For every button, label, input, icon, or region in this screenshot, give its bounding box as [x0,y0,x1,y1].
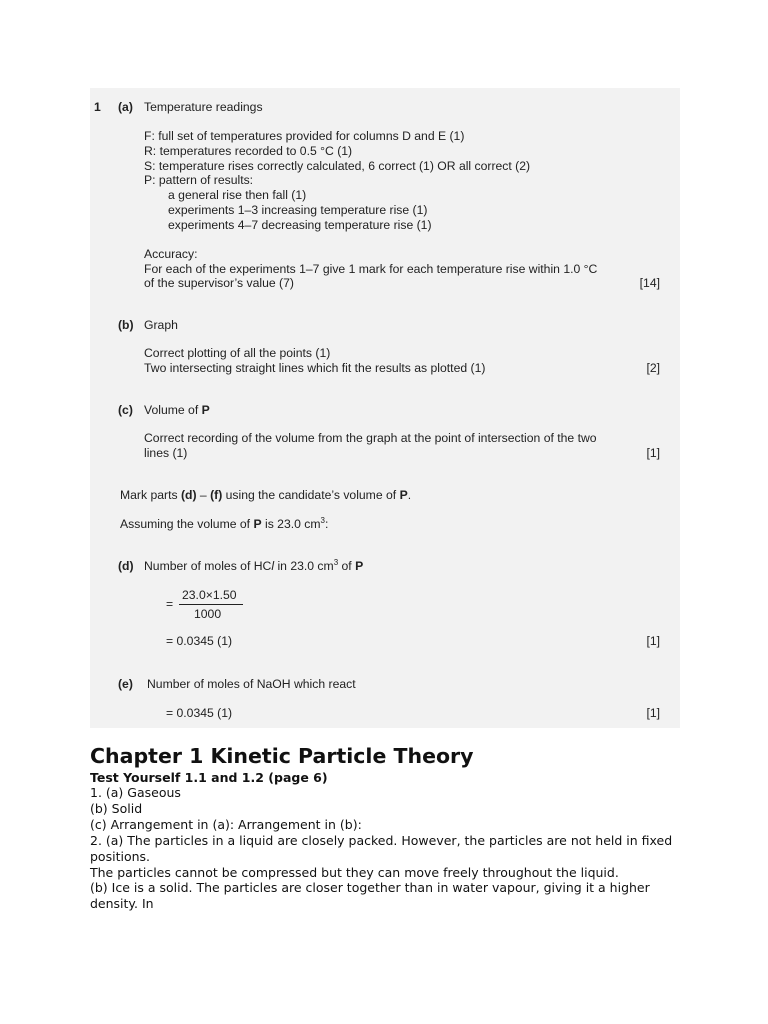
accuracy-title: Accuracy: [144,247,198,261]
body-line: density. In [90,896,154,912]
part-b-line: Two intersecting straight lines which fit the results as plotted (1) [144,361,486,375]
accuracy-line: For each of the experiments 1–7 give 1 mark for each temperature rise within 1.0 °C [144,262,598,276]
part-c-mark: [1] [646,446,660,460]
part-d-label: (d) [118,559,134,573]
part-e-title: Number of moles of NaOH which react [147,677,356,691]
fraction-denominator: 1000 [194,607,222,621]
part-a-title: Temperature readings [144,100,263,114]
part-a-line: a general rise then fall (1) [168,188,307,202]
part-a-line: experiments 1–3 increasing temperature rise (1) [168,203,428,217]
fraction-numerator: 23.0×1.50 [182,588,237,602]
body-line: (b) Solid [90,800,143,816]
body-line: positions. [90,848,150,864]
accuracy-line: of the supervisor’s value (7) [144,276,294,290]
part-c-label: (c) [118,403,133,417]
fraction-bar [179,604,243,605]
part-d-mark: [1] [646,634,660,648]
equals-sign: = [166,597,174,611]
part-e-mark: [1] [646,706,660,720]
body-line: 2. (a) The particles in a liquid are closely packed. However, the particles are not held in fixed [90,832,673,848]
part-c-line: lines (1) [144,446,188,460]
part-d-result: = 0.0345 (1) [166,634,233,648]
part-e-result: = 0.0345 (1) [166,706,233,720]
mark-scheme-image [90,88,680,728]
part-c-line: Correct recording of the volume from the graph at the point of intersection of the two [144,431,597,445]
part-a-line: F: full set of temperatures provided for columns D and E (1) [144,129,465,143]
section-subheading: Test Yourself 1.1 and 1.2 (page 6) [90,770,328,785]
document-body [90,742,690,912]
part-e-label: (e) [118,677,133,691]
chapter-heading: Chapter 1 Kinetic Particle Theory [90,744,474,768]
body-line: 1. (a) Gaseous [90,785,181,800]
part-a-line: P: pattern of results: [144,173,254,187]
part-b-label: (b) [118,318,134,332]
part-b-mark: [2] [646,361,660,375]
body-line: (b) Ice is a solid. The particles are closer together than in water vapour, giving it a higher [90,880,650,896]
volume-assumption: Assuming the volume of P is 23.0 $cm^3$: [120,516,329,531]
marking-instruction: Mark parts (d) – (f) using the candidate’s volume of P. [120,488,412,502]
part-a-line: R: temperatures recorded to 0.5 °C (1) [144,144,353,158]
part-b-title: Graph [144,318,178,332]
question-number: 1 [94,100,101,114]
part-a-mark: [14] [639,276,660,290]
part-a-line: experiments 4–7 decreasing temperature rise (1) [168,218,432,232]
part-c-title: Volume of P [144,403,210,417]
part-a-label: (a) [118,100,133,114]
body-line: The particles cannot be compressed but they can move freely throughout the liquid. [90,864,619,880]
part-b-line: Correct plotting of all the points (1) [144,346,331,360]
body-line: (c) Arrangement in (a): Arrangement in (b): [90,816,362,832]
part-a-line: S: temperature rises correctly calculated, 6 correct (1) OR all correct (2) [144,159,531,173]
part-d-title: Number of moles of HCl in 23.0 $cm^3$ of P [144,558,364,573]
